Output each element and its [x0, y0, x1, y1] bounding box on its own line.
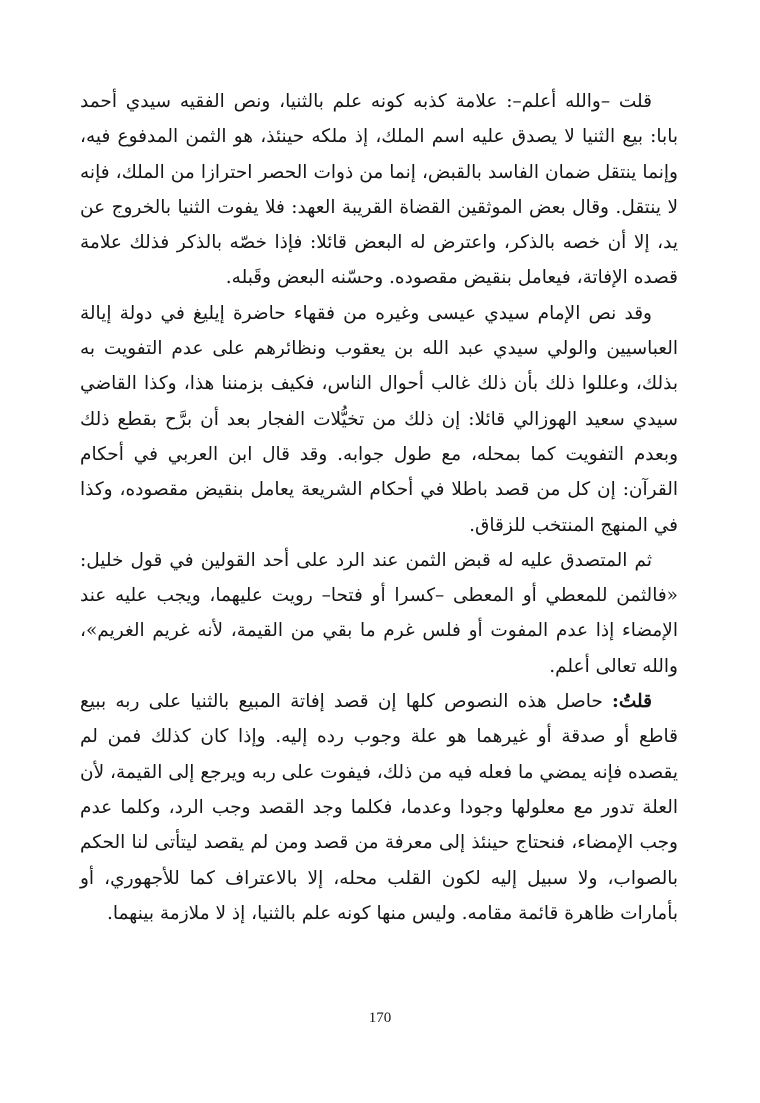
paragraph-3 [80, 543, 678, 684]
paragraph-2 [80, 296, 678, 543]
body-text [80, 84, 678, 931]
paragraph-4-text: حاصل هذه النصوص كلها إن قصد إفاتة المبيع بالثنيا على ربه ببيع قاطع أو صدقة أو غيرهما هو علة وجوب رده إليه. وإذا كان كذلك فمن لم يقصده فإنه يمضي ما فعله فيه من ذلك، فيفوت على ربه ويرجع إلى القيمة، لأن العلة تدور مع معلولها وجودا وعدما، فكلما وجد القصد وجب الرد، وكلما عدم وجب الإمضاء، فنحتاج حينئذ إلى معرفة من قصد ومن لم يقصد ليتأتى لنا الحكم بالصواب، ولا سبيل إليه لكون القلب محله، إلا بالاعتراف كما للأجهوري، أو بأمارات ظاهرة قائمة مقامه. وليس منها كونه علم بالثنيا، إذ لا ملازمة بينهما. [80, 691, 678, 924]
paragraph-4-lead: قلتُ: [612, 691, 652, 713]
page-number: 170 [368, 1010, 392, 1026]
paragraph-1 [80, 84, 678, 296]
paragraph-1-text: قلت –والله أعلم–: علامة كذبه كونه علم بالثنيا، ونص الفقيه سيدي أحمد بابا: بيع الثنيا لا يصدق عليه اسم الملك، إذ ملكه حينئذ، هو الثمن المدفوع فيه، وإنما ينتقل ضمان الفاسد بالقبض، إنما من ذوات الحصر احترازا من الملك، فإنه لا ينتقل. وقال بعض الموثقين القضاة القريبة العهد: فلا يفوت الثنيا بالخروج عن يد، إلا أن خصه بالذكر، واعترض له البعض قائلا: فإذا خصّه بالذكر فذلك علامة قصده الإفاتة، فيعامل بنقيض مقصوده. وحسّنه البعض وقَبله. [80, 91, 678, 289]
paragraph-3-text: ثم المتصدق عليه له قبض الثمن عند الرد على أحد القولين في قول خليل: «فالثمن للمعطي أو المعطى –كسرا أو فتحا– رويت عليهما، ويجب عليه عند الإمضاء إذا عدم المفوت أو فلس غرم ما بقي من القيمة، لأنه غريم الغريم»، والله تعالى أعلم. [80, 549, 678, 677]
paragraph-4 [80, 684, 678, 931]
paragraph-2-text: وقد نص الإمام سيدي عيسى وغيره من فقهاء حاضرة إيليغ في دولة إيالة العباسيين والولي سيدي عبد الله بن يعقوب ونظائرهم على عدم التفويت به بذلك، وعللوا ذلك بأن ذلك غالب أحوال الناس، فكيف بزمننا هذا، وكذا القاضي سيدي سعيد الهوزالي قائلا: إن ذلك من تخيُّلات الفجار بعد أن برَّح بقطع ذلك وبعدم التفويت كما بمحله، مع طول جوابه. وقد قال ابن العربي في أحكام القرآن: إن كل من قصد باطلا في أحكام الشريعة يعامل بنقيض مقصوده، وكذا في المنهج المنتخب للزقاق. [80, 302, 678, 536]
